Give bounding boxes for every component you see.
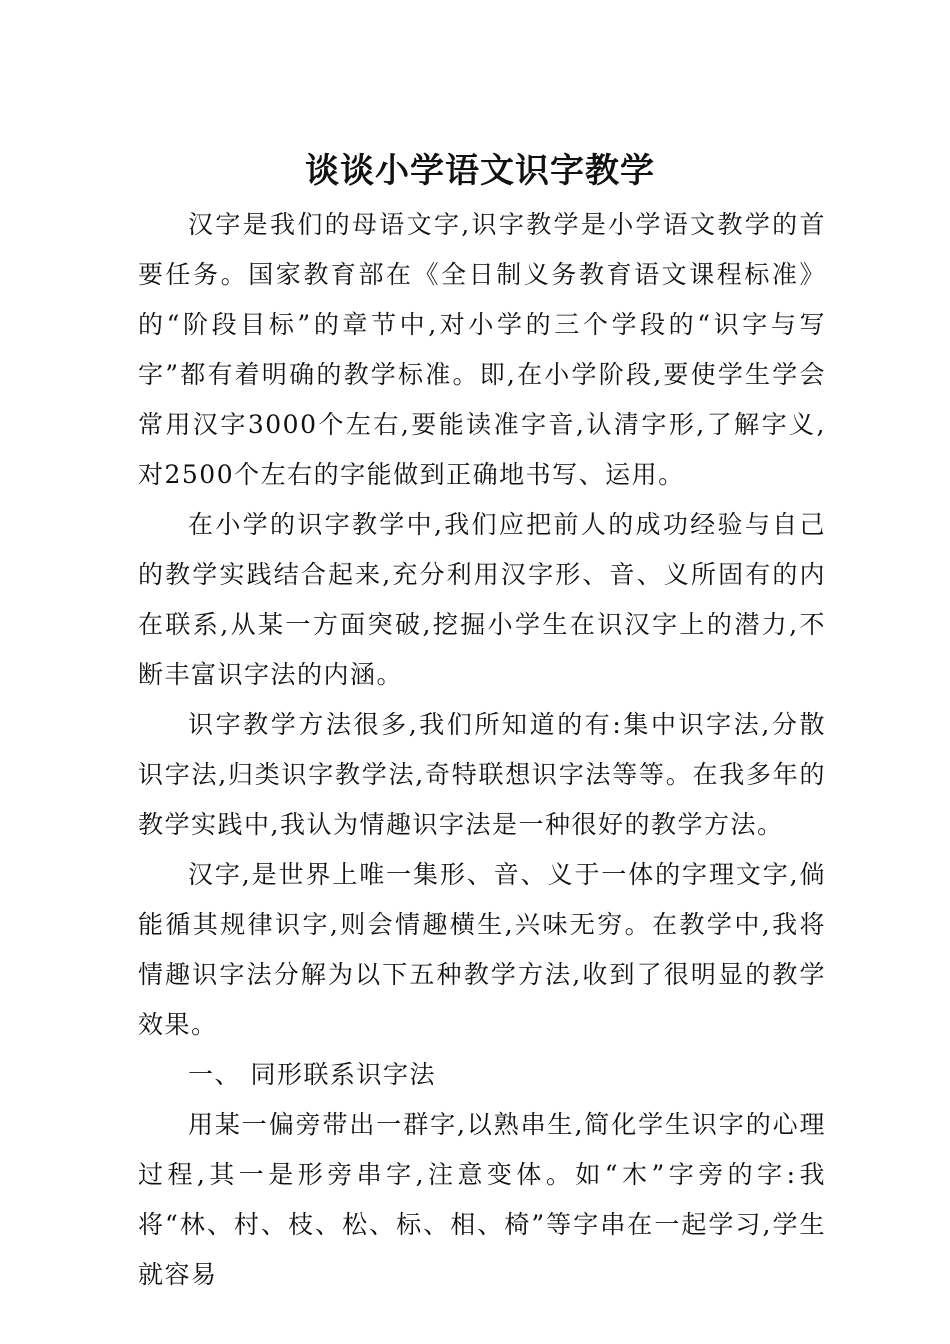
document-title: 谈谈小学语文识字教学 — [305, 151, 655, 191]
paragraph-teaching-practice: 在小学的识字教学中,我们应把前人的成功经验与自己的教学实践结合起来,充分利用汉字形、音、义所固有的内在联系,从某一方面突破,挖掘小学生在识汉字上的潜力,不断丰富识字法的内涵。 — [138, 510, 826, 689]
paragraph-hanzi-features: 汉字,是世界上唯一集形、音、义于一体的字理文字,倘能循其规律识字,则会情趣横生,兴味无穷。在教学中,我将情趣识字法分解为以下五种教学方法,收到了很明显的教学效果。 — [138, 860, 826, 1039]
paragraph-same-shape-method: 用某一偏旁带出一群字,以熟串生,简化学生识字的心理过程,其一是形旁串字,注意变体。如“木”字旁的字:我将“林、村、枝、松、标、相、椅”等字串在一起学习,学生就容易 — [138, 1110, 826, 1289]
document-body — [138, 200, 826, 1300]
section-heading-1: 一、 同形联系识字法 — [188, 1060, 436, 1089]
paragraph-methods: 识字教学方法很多,我们所知道的有:集中识字法,分散识字法,归类识字教学法,奇特联想识字法等等。在我多年的教学实践中,我认为情趣识字法是一种很好的教学方法。 — [138, 710, 826, 839]
paragraph-intro: 汉字是我们的母语文字,识字教学是小学语文教学的首要任务。国家教育部在《全日制义务教育语文课程标准》的“阶段目标”的章节中,对小学的三个学段的“识字与写字”都有着明确的教学标准。即,在小学阶段,要使学生学会常用汉字3000个左右,要能读准字音,认清字形,了解字义,对2500个左右的字能做到正确地书写、运用。 — [138, 210, 826, 489]
